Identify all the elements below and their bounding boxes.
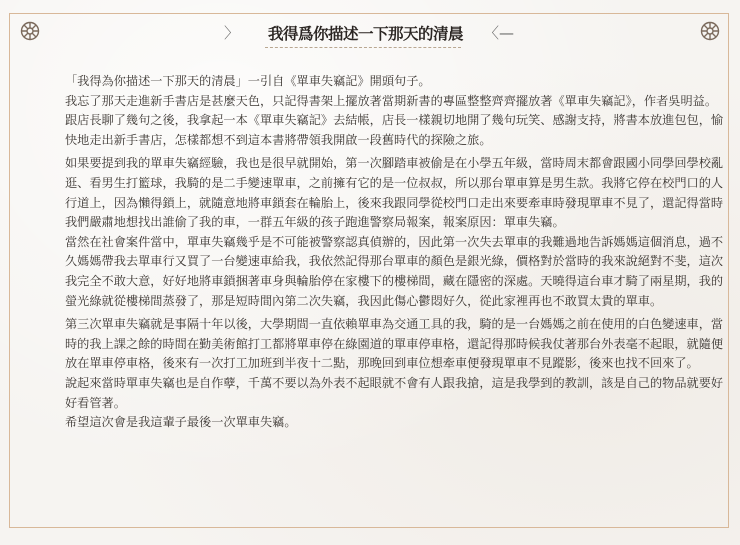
text-line: 我完全不敢大意，好好地將車鎖捆著車身與輪胎停在家樓下的樓梯間，藏在隱密的深處。天曉得這台車才騎了兩星期，我的 [65, 273, 724, 288]
text-line: 如果要提到我的單車失竊經驗，我也是很早就開始，第一次腳踏車被偷是在小學五年級，當時周末都會跟國小同學回學校亂 [65, 156, 724, 171]
text-line: 我們嚴肅地想找出誰偷了我的車，一群五年級的孩子跑進警察局報案，報案原因：單車失竊。 [65, 215, 565, 230]
text-line: 螢光綠就從樓梯間蒸發了，那是短時間內第二次失竊，我因此傷心鬱悶好久，從此家裡再也不敢買太貴的單車。 [65, 293, 663, 308]
text-line: 我忘了那天走進新手書店是甚麼天色，只記得書架上擺放著當期新書的專區整整齊齊擺放著《單車失竊記》，作者吳明益。 [65, 93, 718, 108]
left-arrow-ornament: 〈— [484, 24, 515, 42]
text-line: 放在單車停車格，後來有一次打工加班到半夜十二點，那晚回到車位想牽車便發現單車不見蹤影，後來也找不回來了。 [65, 356, 699, 371]
article-body [65, 72, 724, 437]
right-angle-ornament: 〉 [224, 24, 240, 42]
text-line: 行道上，因為懶得鎖上，就隨意地將車鎖套在輪胎上，後來我跟同學從校門口走出來要牽車時發現單車不見了，還記得當時 [65, 195, 724, 210]
text-line: 第三次單車失竊就是事隔十年以後，大學期間一直依賴單車為交通工具的我，騎的是一台媽媽之前在使用的白色變速車，當 [65, 317, 724, 332]
text-line: 好看管著。 [65, 395, 126, 410]
paragraph [65, 154, 724, 311]
paragraph [65, 315, 724, 433]
text-line: 久媽媽帶我去單車行又買了一台變速車給我，我依然記得那台單車的顏色是銀光綠，價格對於當時的我來說絕對不斐，這次 [65, 254, 724, 269]
header [0, 22, 740, 46]
text-line: 逛、看男生打籃球，我騎的是二手變速單車，之前擁有它的是一位叔叔，所以那台單車算是男生款。我將它停在校門口的人 [65, 175, 724, 190]
text-line: 快地走出新手書店，怎樣都想不到這本書將帶領我開啟一段舊時代的探險之旅。 [65, 132, 492, 147]
title-underline [265, 47, 461, 48]
text-line: 當然在社會案件當中，單車失竊幾乎是不可能被警察認真偵辦的，因此第一次失去單車的我難過地告訴媽媽這個消息，過不 [65, 234, 724, 249]
text-line: 時的我上課之餘的時間在勤美術館打工都將單車停在綠園道的單車停車格，還記得那時候我仗著那台外表毫不起眼，就隨便 [65, 336, 724, 351]
text-line: 說起來當時單車失竊也是自作孽，千萬不要以為外表不起眼就不會有人跟我搶，這是我學到的教訓，該是自己的物品就要好 [65, 375, 724, 390]
text-line: 跟店長聊了幾句之後，我拿起一本《單車失竊記》去結帳，店長一樣親切地開了幾句玩笑、感謝支持，將書本放進包包，愉 [65, 113, 724, 128]
paragraph [65, 72, 724, 150]
text-line: 希望這次會是我這輩子最後一次單車失竊。 [65, 415, 297, 430]
page-title: 我得爲你描述一下那天的清晨 [268, 24, 464, 43]
text-line: 「我得為你描述一下那天的清晨」一引自《單車失竊記》開頭句子。 [65, 74, 431, 88]
